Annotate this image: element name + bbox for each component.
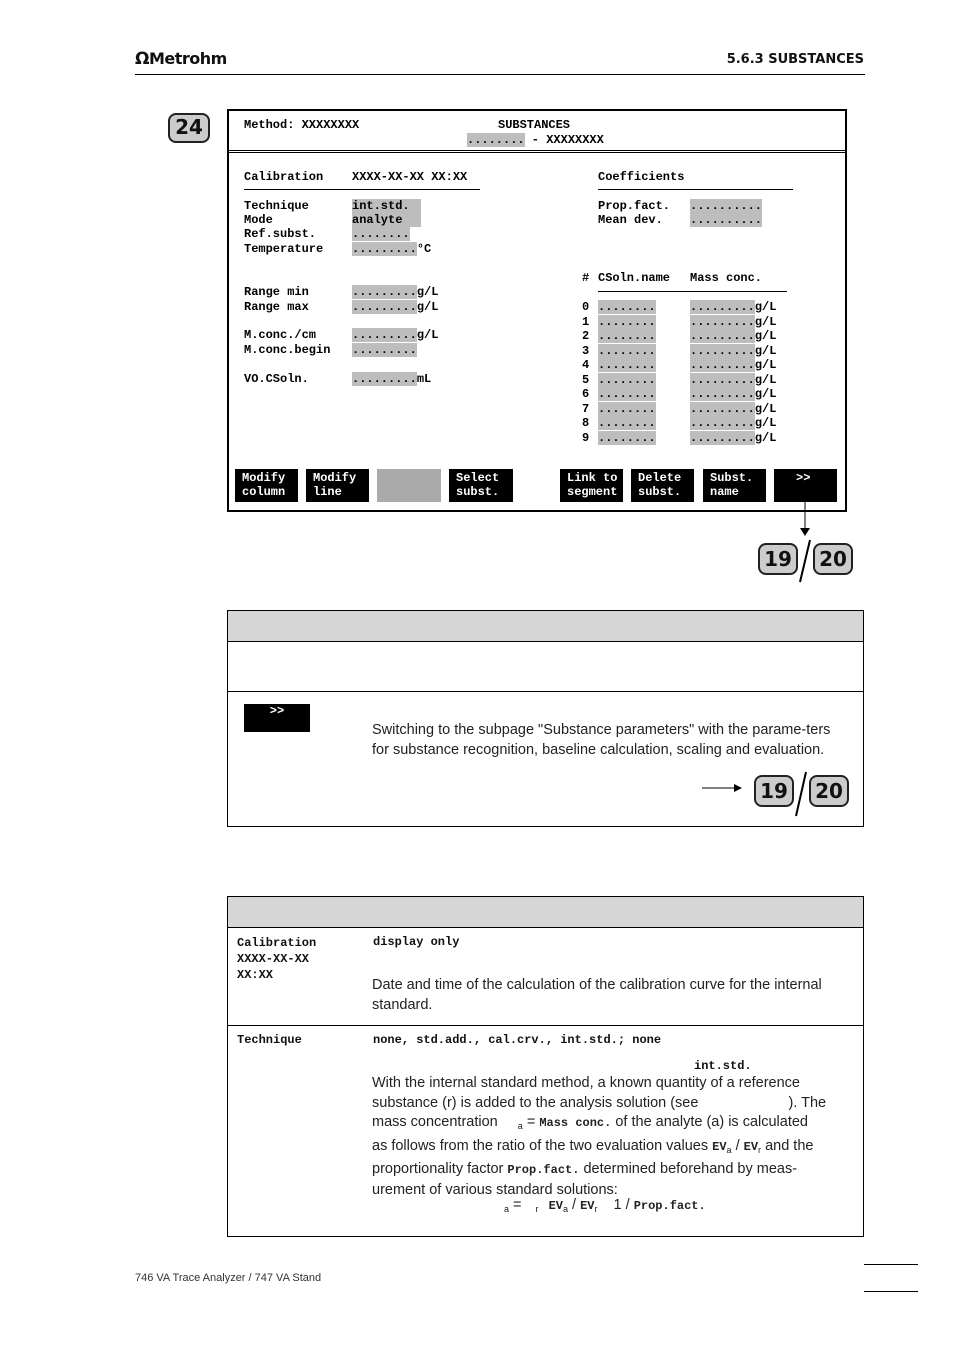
page-badge-20-small: 20 (809, 775, 849, 807)
propfact-field: .......... (690, 199, 763, 213)
mass-conc-cell[interactable]: .........g/L (690, 416, 777, 430)
header-rule (135, 74, 865, 75)
mconc-cm-label: M.conc./cm (244, 328, 317, 342)
mass-conc-cell[interactable]: .........g/L (690, 329, 777, 343)
down-arrow-icon (795, 500, 815, 540)
calibration-row (228, 928, 863, 1025)
delete-subst-button[interactable]: Delete subst. (631, 469, 694, 502)
table1-description: Switching to the subpage "Substance parameters" with the parame-ters for substance recognition, baseline calculation, scaling and evaluation. (372, 722, 831, 758)
mass-conc-cell[interactable]: .........g/L (690, 343, 777, 358)
rangemax-label: Range max (244, 300, 309, 314)
row-number: 7 (582, 401, 590, 416)
page-badge-20: 20 (813, 543, 853, 575)
mass-conc-cell[interactable]: .........g/L (690, 358, 777, 372)
mconc-begin-field[interactable]: ......... (352, 343, 417, 357)
parameter-table (227, 896, 864, 1237)
footer-text: 746 VA Trace Analyzer / 747 VA Stand (135, 1272, 322, 1284)
next-page-button[interactable]: >> (774, 469, 837, 502)
technique-field[interactable]: int.std. (352, 199, 421, 213)
metrohm-omega-icon: Ω (135, 49, 149, 69)
row-number: 5 (582, 372, 590, 387)
refsubst-field[interactable]: ........ (352, 227, 410, 241)
row-number: 2 (582, 329, 590, 343)
instrument-screen (227, 109, 847, 512)
modify-column-button[interactable]: Modify column (235, 469, 298, 502)
vocsoln-label: VO.CSoln. (244, 372, 309, 386)
rangemax-field[interactable]: .........g/L (352, 300, 439, 314)
screen-title: SUBSTANCES (498, 118, 571, 132)
vocsoln-field[interactable]: .........mL (352, 372, 432, 386)
col-mass-conc: Mass conc. (690, 271, 763, 285)
csoln-name-cell[interactable]: ........ (598, 329, 656, 343)
mconc-cm-field[interactable]: .........g/L (352, 328, 439, 342)
table1-header (228, 611, 863, 642)
csoln-name-cell[interactable]: ........ (598, 401, 656, 416)
link-to-segment-button[interactable]: Link to segment (560, 469, 623, 502)
technique-row (228, 1025, 863, 1236)
page-badge-19: 19 (758, 543, 798, 575)
meandev-field: .......... (690, 213, 763, 227)
formula: $_a$ = $_r$ $EV_a / EV_r$ 1 / Prop.fact. (504, 1197, 706, 1214)
page-badge: 24 (168, 113, 210, 143)
refsubst-label: Ref.subst. (244, 227, 317, 241)
technique-label: Technique (244, 199, 309, 213)
slash-divider-icon (796, 538, 814, 584)
propfact-label: Prop.fact. (598, 199, 671, 213)
technique-values: none, std.add., cal.crv., int.std.; none (373, 1033, 662, 1047)
mass-conc-cell[interactable]: .........g/L (690, 372, 777, 387)
technique-param: Technique (237, 1033, 302, 1047)
title-divider (229, 150, 845, 153)
calibration-value: XXXX-XX-XX XX:XX (352, 170, 468, 184)
calibration-rule (244, 189, 480, 190)
calibration-description: Date and time of the calculation of the calibration curve for the internal standard. (372, 977, 822, 1013)
rangemin-field[interactable]: .........g/L (352, 285, 439, 299)
logo-text: Metrohm (148, 49, 227, 68)
mass-conc-cell[interactable]: .........g/L (690, 430, 777, 445)
mass-conc-cell[interactable]: .........g/L (690, 314, 777, 329)
calibration-label: Calibration (244, 170, 324, 184)
row-number: 1 (582, 314, 590, 329)
mass-conc-cell[interactable]: .........g/L (690, 387, 777, 401)
temperature-label: Temperature (244, 242, 324, 256)
csoln-name-cell[interactable]: ........ (598, 343, 656, 358)
table1-spacer-row (228, 642, 863, 691)
csoln-name-cell[interactable]: ........ (598, 314, 656, 329)
row-number: 3 (582, 343, 590, 358)
row-number: 0 (582, 300, 590, 314)
mass-conc-cell[interactable]: .........g/L (690, 401, 777, 416)
csoln-name-cell[interactable]: ........ (598, 300, 656, 314)
slash-divider-icon (792, 770, 810, 818)
rangemin-label: Range min (244, 285, 309, 299)
softkey-table (227, 610, 864, 827)
csoln-name-cell[interactable]: ........ (598, 430, 656, 445)
csoln-name-cell[interactable]: ........ (598, 358, 656, 372)
std-table-rule (598, 291, 787, 292)
section-title: 5.6.3 SUBSTANCES (726, 52, 864, 67)
page-badge-19-small: 19 (754, 775, 794, 807)
empty-softkey (377, 469, 441, 502)
table1-row (228, 691, 863, 826)
csoln-name-cell[interactable]: ........ (598, 416, 656, 430)
temperature-field[interactable]: .........°C (352, 242, 432, 256)
calibration-param: Calibration XXXX-XX-XX XX:XX (237, 936, 317, 982)
coefficients-label: Coefficients (598, 170, 685, 184)
mass-conc-cell[interactable]: .........g/L (690, 300, 777, 314)
method-label: Method: XXXXXXXX (244, 118, 360, 132)
row-number: 8 (582, 416, 590, 430)
right-arrow-icon (702, 782, 744, 794)
row-number: 9 (582, 430, 590, 445)
coefficients-rule (598, 189, 793, 190)
modify-line-button[interactable]: Modify line (306, 469, 369, 502)
calibration-values: display only (373, 935, 460, 949)
mode-label: Mode (244, 213, 273, 227)
csoln-name-cell[interactable]: ........ (598, 387, 656, 401)
row-number: 6 (582, 387, 590, 401)
table2-header (228, 897, 863, 928)
footer-rule-top (864, 1264, 918, 1265)
meandev-label: Mean dev. (598, 213, 663, 227)
substance-name-field[interactable]: ........ - XXXXXXXX (467, 133, 604, 147)
mode-field[interactable]: analyte (352, 213, 421, 227)
csoln-name-cell[interactable]: ........ (598, 372, 656, 387)
footer-rule-bottom (864, 1291, 918, 1292)
metrohm-logo (135, 49, 227, 69)
row-number: 4 (582, 358, 590, 372)
subst-name-button[interactable]: Subst. name (703, 469, 766, 502)
next-key-glyph: >> (244, 704, 310, 732)
technique-highlight: int.std. (694, 1059, 752, 1073)
col-csoln-name: CSoln.name (598, 271, 671, 285)
select-subst-button[interactable]: Select subst. (449, 469, 513, 502)
technique-description: With the internal standard method, a known quantity of a reference substance (r) is added to the analysis solution (see ). The mass concentration $_a$ = Mass conc. of the analyte (a) is calculated as follows from the ratio of the two evaluation values $EV_a / EV_r$ and the proportionality factor Prop.fact. determined beforehand by meas- urement of various standard solutions: (372, 1075, 827, 1198)
col-hash: # (582, 271, 590, 285)
mconc-begin-label: M.conc.begin (244, 343, 331, 357)
